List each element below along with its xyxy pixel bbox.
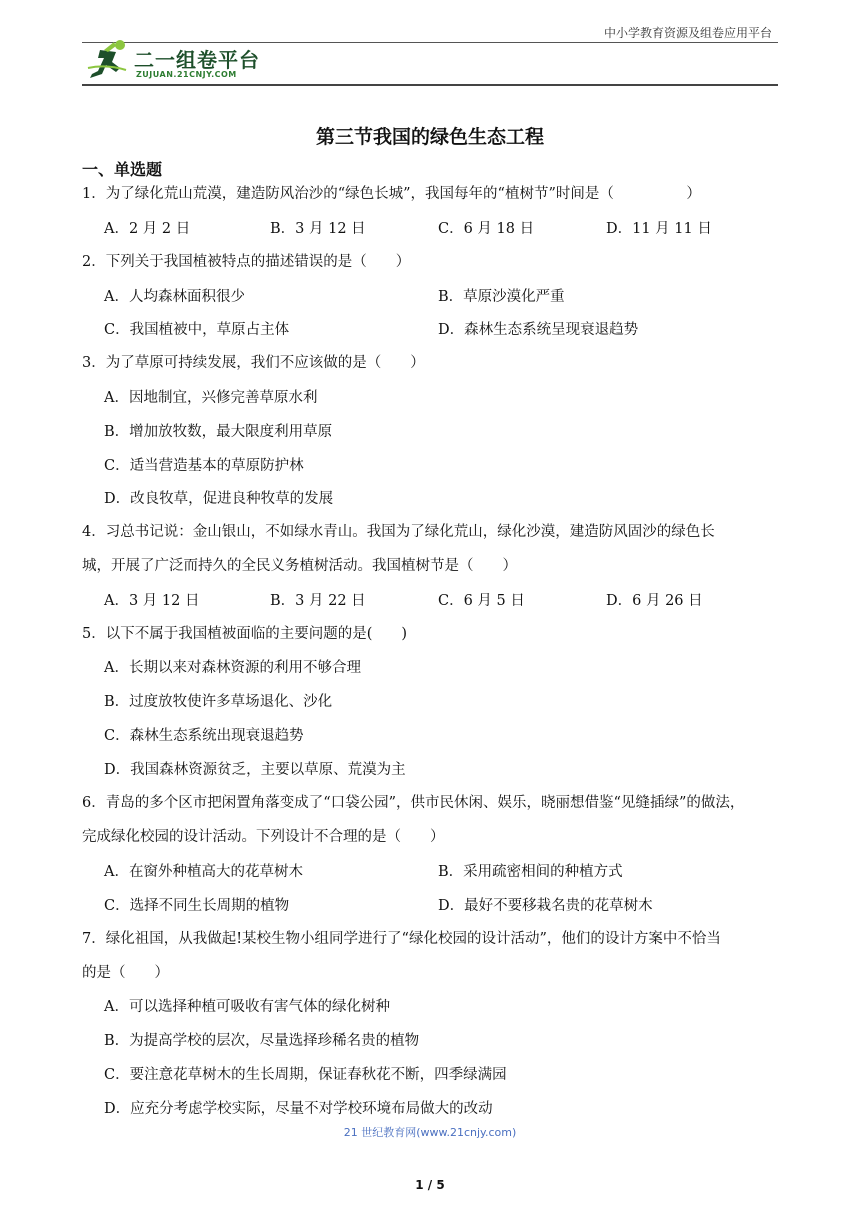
question-3-option-b[interactable]: B．增加放牧数，最大限度利用草原 — [104, 424, 333, 440]
footer-source-link[interactable]: 21 世纪教育网(www.21cnjy.com) — [343, 1126, 517, 1139]
page-number: 1 / 5 — [415, 1178, 445, 1192]
question-7-option-d[interactable]: D．应充分考虑学校实际，尽量不对学校环境布局做大的改动 — [104, 1101, 493, 1117]
question-3-option-c[interactable]: C．适当营造基本的草原防护林 — [104, 458, 304, 474]
question-6-option-d[interactable]: D．最好不要移栽名贵的花草树木 — [438, 898, 653, 914]
question-7-option-b[interactable]: B．为提高学校的层次，尽量选择珍稀名贵的植物 — [104, 1033, 420, 1049]
question-6-option-c[interactable]: C．选择不同生长周期的植物 — [104, 898, 290, 914]
question-4-stem-line-2: 城，开展了广泛而持久的全民义务植树活动。我国植树节是（ ） — [82, 558, 517, 574]
question-1-option-c[interactable]: C．6 月 18 日 — [438, 221, 535, 237]
question-1-option-b[interactable]: B．3 月 12 日 — [270, 221, 366, 237]
question-1-option-d[interactable]: D．11 月 11 日 — [606, 221, 712, 237]
question-1-option-a[interactable]: A．2 月 2 日 — [104, 221, 191, 237]
question-3-stem: 3．为了草原可持续发展，我们不应该做的是（ ） — [82, 355, 425, 371]
question-4-option-d[interactable]: D．6 月 26 日 — [606, 593, 703, 609]
question-7-option-c[interactable]: C．要注意花草树木的生长周期，保证春秋花不断，四季绿满园 — [104, 1067, 507, 1083]
site-logo[interactable] — [86, 38, 286, 82]
document-title: 第三节我国的绿色生态工程 — [315, 126, 544, 148]
question-6-option-a[interactable]: A．在窗外种植高大的花草树木 — [104, 864, 303, 880]
section-heading: 一、单选题 — [82, 160, 163, 179]
question-6-stem-line-1: 6．青岛的多个区市把闲置角落变成了“口袋公园”，供市民休闲、娱乐，晓丽想借鉴“见缝插绿”的做法， — [82, 795, 745, 811]
question-4-stem-line-1: 4．习总书记说：金山银山，不如绿水青山。我国为了绿化荒山，绿化沙漠，建造防风固沙的绿色长 — [82, 524, 715, 540]
question-1-stem: 1．为了绿化荒山荒漠，建造防风治沙的“绿色长城”，我国每年的“植树节”时间是（ ） — [82, 186, 701, 202]
logo-text: 二一组卷平台 — [134, 48, 260, 72]
header-divider — [82, 84, 778, 86]
question-2-stem: 2．下列关于我国植被特点的描述错误的是（ ） — [82, 254, 411, 270]
question-4-option-a[interactable]: A．3 月 12 日 — [104, 593, 200, 609]
question-7-stem-line-2: 的是（ ） — [82, 965, 169, 981]
question-3-option-a[interactable]: A．因地制宜，兴修完善草原水利 — [104, 390, 318, 406]
question-5-stem: 5．以下不属于我国植被面临的主要问题的是( ) — [82, 626, 408, 642]
question-2-option-c[interactable]: C．我国植被中，草原占主体 — [104, 322, 290, 338]
question-5-option-c[interactable]: C．森林生态系统出现衰退趋势 — [104, 728, 304, 744]
logo-subtext: ZUJUAN.21CNJY.COM — [136, 70, 237, 79]
question-7-stem-line-1: 7．绿化祖国，从我做起!某校生物小组同学进行了“绿化校园的设计活动”，他们的设计方案中不恰当 — [82, 931, 721, 947]
question-6-option-b[interactable]: B．采用疏密相间的种植方式 — [438, 864, 623, 880]
question-2-option-a[interactable]: A．人均森林面积很少 — [104, 289, 245, 305]
question-7-option-a[interactable]: A．可以选择种植可吸收有害气体的绿化树种 — [104, 999, 390, 1015]
question-4-option-b[interactable]: B．3 月 22 日 — [270, 593, 366, 609]
question-5-option-d[interactable]: D．我国森林资源贫乏，主要以草原、荒漠为主 — [104, 762, 406, 778]
question-6-stem-line-2: 完成绿化校园的设计活动。下列设计不合理的是（ ） — [82, 829, 445, 845]
question-4-option-c[interactable]: C．6 月 5 日 — [438, 593, 525, 609]
question-5-option-a[interactable]: A．长期以来对森林资源的利用不够合理 — [104, 660, 361, 676]
runner-logo-icon — [86, 38, 132, 82]
header-platform-name: 中小学教育资源及组卷应用平台 — [603, 26, 772, 40]
question-2-option-d[interactable]: D．森林生态系统呈现衰退趋势 — [438, 322, 639, 338]
question-3-option-d[interactable]: D．改良牧草，促进良种牧草的发展 — [104, 491, 334, 507]
question-5-option-b[interactable]: B．过度放牧使许多草场退化、沙化 — [104, 694, 333, 710]
question-2-option-b[interactable]: B．草原沙漠化严重 — [438, 289, 565, 305]
